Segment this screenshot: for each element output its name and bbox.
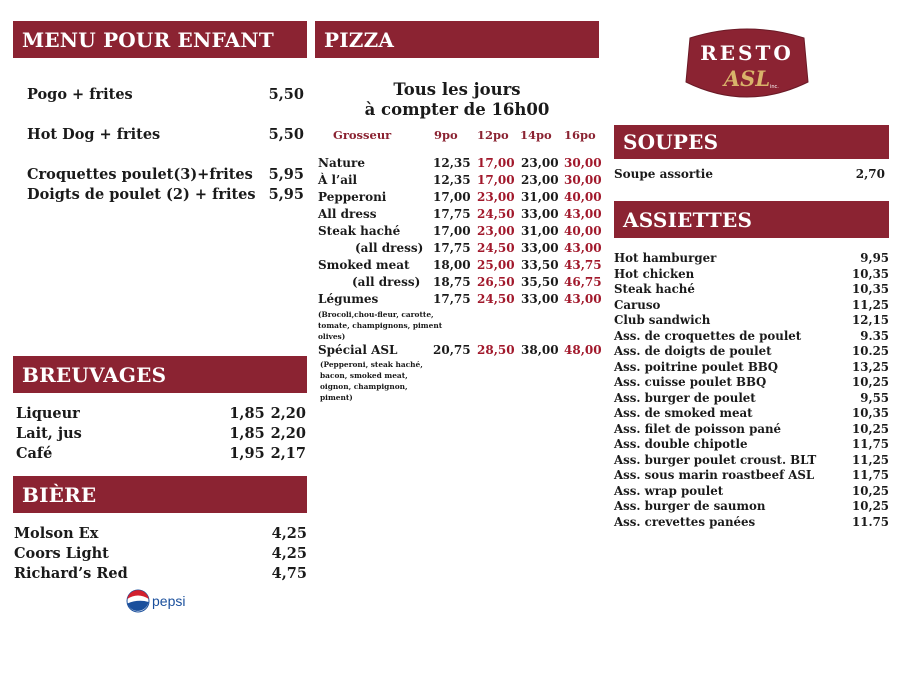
plate-name: Ass. filet de poisson pané xyxy=(614,421,782,436)
pizza-price-12: 25,00 xyxy=(477,258,515,272)
special-ingredients-note xyxy=(320,359,423,403)
kids-item-name: Doigts de poulet (2) + frites xyxy=(27,186,256,203)
pizza-price-12: 17,00 xyxy=(477,173,515,187)
plate-name: Ass. poitrine poulet BBQ xyxy=(614,359,779,374)
pizza-row xyxy=(318,190,602,206)
plate-name: Caruso xyxy=(614,297,661,312)
plate-item xyxy=(614,344,889,358)
beer-name: Richard’s Red xyxy=(14,565,128,582)
pizza-price-14: 33,00 xyxy=(521,292,559,306)
drink-price-small: 1,85 xyxy=(229,425,265,442)
plate-item xyxy=(614,406,889,420)
note-line: olives) xyxy=(318,332,346,341)
kids-item-price: 5,50 xyxy=(268,86,304,103)
plate-price: 10,25 xyxy=(852,421,889,436)
logo-inc-text: inc. xyxy=(770,84,779,90)
pizza-price-16: 43,00 xyxy=(564,207,602,221)
plate-item xyxy=(614,499,889,513)
pizza-price-14: 31,00 xyxy=(521,224,559,238)
plate-name: Ass. crevettes panées xyxy=(614,514,756,529)
soup-item xyxy=(614,167,885,181)
resto-asl-logo xyxy=(684,24,810,103)
plate-item xyxy=(614,282,889,296)
pizza-col-header: 16po xyxy=(564,128,596,142)
pizza-price-16: 43,75 xyxy=(564,258,602,272)
pizza-price-12: 26,50 xyxy=(477,275,515,289)
pizza-row xyxy=(318,156,602,172)
pizza-price-9: 17,00 xyxy=(433,190,471,204)
veg-ingredients-note xyxy=(318,309,442,342)
pizza-price-16: 46,75 xyxy=(564,275,602,289)
pizza-price-12: 28,50 xyxy=(477,343,515,357)
pizza-price-16: 43,00 xyxy=(564,241,602,255)
pizza-price-12: 24,50 xyxy=(477,207,515,221)
drink-price-small: 1,95 xyxy=(229,445,265,462)
plate-name: Steak haché xyxy=(614,282,695,296)
pizza-name: Spécial ASL xyxy=(318,343,398,357)
pizza-price-16: 48,00 xyxy=(564,343,602,357)
plate-name: Ass. wrap poulet xyxy=(614,483,724,498)
beer-name: Coors Light xyxy=(14,545,109,562)
plate-item xyxy=(614,267,889,281)
plate-item xyxy=(614,468,889,482)
pizza-price-14: 31,00 xyxy=(521,190,559,204)
note-line: bacon, smoked meat, xyxy=(320,371,408,380)
plate-name: Ass. burger de saumon xyxy=(614,499,766,513)
plate-name: Club sandwich xyxy=(614,313,711,327)
pizza-name: Nature xyxy=(318,156,365,170)
plate-price: 9,55 xyxy=(860,390,889,405)
pizza-price-9: 12,35 xyxy=(433,173,471,187)
beer-item xyxy=(14,565,307,582)
pizza-hours-line2: à compter de 16h00 xyxy=(364,100,550,119)
pepsi-logo xyxy=(126,588,198,614)
plate-price: 10,25 xyxy=(852,499,889,513)
plate-name: Ass. cuisse poulet BBQ xyxy=(614,375,767,389)
beer-name: Molson Ex xyxy=(14,525,99,542)
pizza-price-9: 12,35 xyxy=(433,156,471,170)
pizza-col-header: Grosseur xyxy=(333,128,392,142)
logo-asl-text: ASL xyxy=(723,66,771,91)
pizza-row xyxy=(318,292,602,308)
note-line: (Pepperoni, steak haché, xyxy=(320,360,423,369)
pizza-price-14: 23,00 xyxy=(521,173,559,187)
plate-price: 10,35 xyxy=(852,266,889,281)
pizza-price-12: 24,50 xyxy=(477,241,515,255)
plate-name: Ass. de smoked meat xyxy=(614,406,753,420)
note-line: oignon, champignon, xyxy=(320,382,408,391)
plate-price: 11.75 xyxy=(852,514,889,529)
pizza-name: À l’ail xyxy=(318,173,358,187)
pizza-price-12: 23,00 xyxy=(477,190,515,204)
drink-name: Lait, jus xyxy=(16,425,82,442)
plate-item xyxy=(614,484,889,498)
pizza-price-14: 33,00 xyxy=(521,241,559,255)
plate-name: Hot chicken xyxy=(614,266,695,281)
plate-name: Ass. burger poulet croust. BLT xyxy=(614,452,817,467)
plate-price: 10,25 xyxy=(852,375,889,389)
plate-price: 11,25 xyxy=(852,297,889,312)
drinks-title: BREUVAGES xyxy=(13,356,307,393)
pizza-price-9: 17,75 xyxy=(433,292,471,306)
pizza-name: All dress xyxy=(318,207,377,221)
pizza-row xyxy=(318,173,602,189)
pizza-price-9: 17,75 xyxy=(433,207,471,221)
pizza-price-14: 33,50 xyxy=(521,258,559,272)
pizza-price-16: 40,00 xyxy=(564,224,602,238)
pizza-price-16: 30,00 xyxy=(564,173,602,187)
drink-price-large: 2,20 xyxy=(270,405,306,422)
plate-price: 9.35 xyxy=(860,328,889,343)
pizza-row xyxy=(318,343,602,359)
drink-name: Café xyxy=(16,445,53,462)
pizza-price-16: 40,00 xyxy=(564,190,602,204)
kids-item xyxy=(27,86,304,103)
plate-name: Ass. burger de poulet xyxy=(614,390,756,405)
plate-item xyxy=(614,313,889,327)
beer-title: BIÈRE xyxy=(13,476,307,513)
plate-name: Ass. sous marin roastbeef ASL xyxy=(614,468,815,482)
pizza-price-12: 23,00 xyxy=(477,224,515,238)
kids-item-price: 5,95 xyxy=(268,166,304,183)
drink-item xyxy=(16,445,306,462)
soup-price: 2,70 xyxy=(855,167,885,181)
pizza-price-14: 33,00 xyxy=(521,207,559,221)
beer-item xyxy=(14,525,307,542)
soups-title: SOUPES xyxy=(614,125,889,159)
pizza-col-header: 12po xyxy=(477,128,509,142)
beer-price: 4,25 xyxy=(271,545,307,562)
drink-item xyxy=(16,425,306,442)
kids-item xyxy=(27,186,304,203)
pizza-price-14: 35,50 xyxy=(521,275,559,289)
pizza-name: (all dress) xyxy=(355,241,424,255)
pepsi-wordmark: pepsi xyxy=(152,593,186,609)
plate-item xyxy=(614,515,889,529)
pizza-name: Légumes xyxy=(318,292,379,306)
plate-price: 10,35 xyxy=(852,406,889,420)
pizza-price-12: 24,50 xyxy=(477,292,515,306)
pizza-price-14: 23,00 xyxy=(521,156,559,170)
drink-item xyxy=(16,405,306,422)
plate-item xyxy=(614,375,889,389)
drink-price-small: 1,85 xyxy=(229,405,265,422)
pizza-price-9: 17,75 xyxy=(433,241,471,255)
plate-item xyxy=(614,298,889,312)
plate-item xyxy=(614,391,889,405)
plate-price: 10.25 xyxy=(852,344,889,358)
plate-price: 10,25 xyxy=(852,483,889,498)
pizza-row xyxy=(318,207,602,223)
pizza-row xyxy=(318,224,602,240)
kids-item-name: Pogo + frites xyxy=(27,86,133,103)
plate-price: 9,95 xyxy=(860,251,889,265)
pizza-col-header: 14po xyxy=(520,128,552,142)
plate-price: 12,15 xyxy=(852,313,889,327)
plate-name: Ass. de croquettes de poulet xyxy=(614,328,802,343)
plate-item xyxy=(614,360,889,374)
plate-name: Hot hamburger xyxy=(614,251,717,265)
pizza-name: Steak haché xyxy=(318,224,401,238)
pizza-price-9: 20,75 xyxy=(433,343,471,357)
kids-item-price: 5,95 xyxy=(268,186,304,203)
note-line: piment) xyxy=(320,393,353,402)
note-line: (Brocoli,chou-fleur, carotte, xyxy=(318,310,434,319)
pizza-row xyxy=(318,241,602,257)
pizza-price-9: 18,75 xyxy=(433,275,471,289)
note-line: tomate, champignons, piment xyxy=(318,321,443,330)
pizza-title: PIZZA xyxy=(315,21,599,58)
pizza-name: Pepperoni xyxy=(318,190,387,204)
pizza-price-9: 18,00 xyxy=(433,258,471,272)
pizza-row xyxy=(318,275,602,291)
pepsi-globe-icon xyxy=(126,588,198,614)
drink-name: Liqueur xyxy=(16,405,80,422)
drink-price-large: 2,20 xyxy=(270,425,306,442)
pizza-name: Smoked meat xyxy=(318,258,410,272)
kids-item-name: Croquettes poulet(3)+frites xyxy=(27,166,253,183)
beer-price: 4,75 xyxy=(271,565,307,582)
kids-item xyxy=(27,166,304,183)
pizza-row xyxy=(318,258,602,274)
pizza-price-14: 38,00 xyxy=(521,343,559,357)
pizza-price-16: 30,00 xyxy=(564,156,602,170)
plate-price: 11,75 xyxy=(852,468,889,482)
plate-price: 13,25 xyxy=(852,359,889,374)
plate-name: Ass. double chipotle xyxy=(614,437,748,451)
kids-item-price: 5,50 xyxy=(268,126,304,143)
drink-price-large: 2,17 xyxy=(270,445,306,462)
kids-menu-title: MENU POUR ENFANT xyxy=(13,21,307,58)
plate-item xyxy=(614,422,889,436)
plate-item xyxy=(614,251,889,265)
plate-price: 11,25 xyxy=(852,452,889,467)
pizza-hours xyxy=(315,80,599,120)
pizza-price-9: 17,00 xyxy=(433,224,471,238)
kids-item xyxy=(27,126,304,143)
pizza-price-12: 17,00 xyxy=(477,156,515,170)
pizza-hours-line1: Tous les jours xyxy=(393,80,521,99)
beer-price: 4,25 xyxy=(271,525,307,542)
plate-item xyxy=(614,329,889,343)
plate-price: 10,35 xyxy=(852,282,889,296)
pizza-name: (all dress) xyxy=(352,275,421,289)
plate-item xyxy=(614,437,889,451)
plate-item xyxy=(614,453,889,467)
pizza-price-16: 43,00 xyxy=(564,292,602,306)
kids-item-name: Hot Dog + frites xyxy=(27,126,161,143)
plates-title: ASSIETTES xyxy=(614,201,889,238)
pizza-col-header: 9po xyxy=(434,128,458,142)
plate-name: Ass. de doigts de poulet xyxy=(614,344,772,358)
beer-item xyxy=(14,545,307,562)
plate-price: 11,75 xyxy=(852,437,889,451)
logo-resto-text: RESTO xyxy=(700,41,794,65)
soup-name: Soupe assortie xyxy=(614,167,713,181)
